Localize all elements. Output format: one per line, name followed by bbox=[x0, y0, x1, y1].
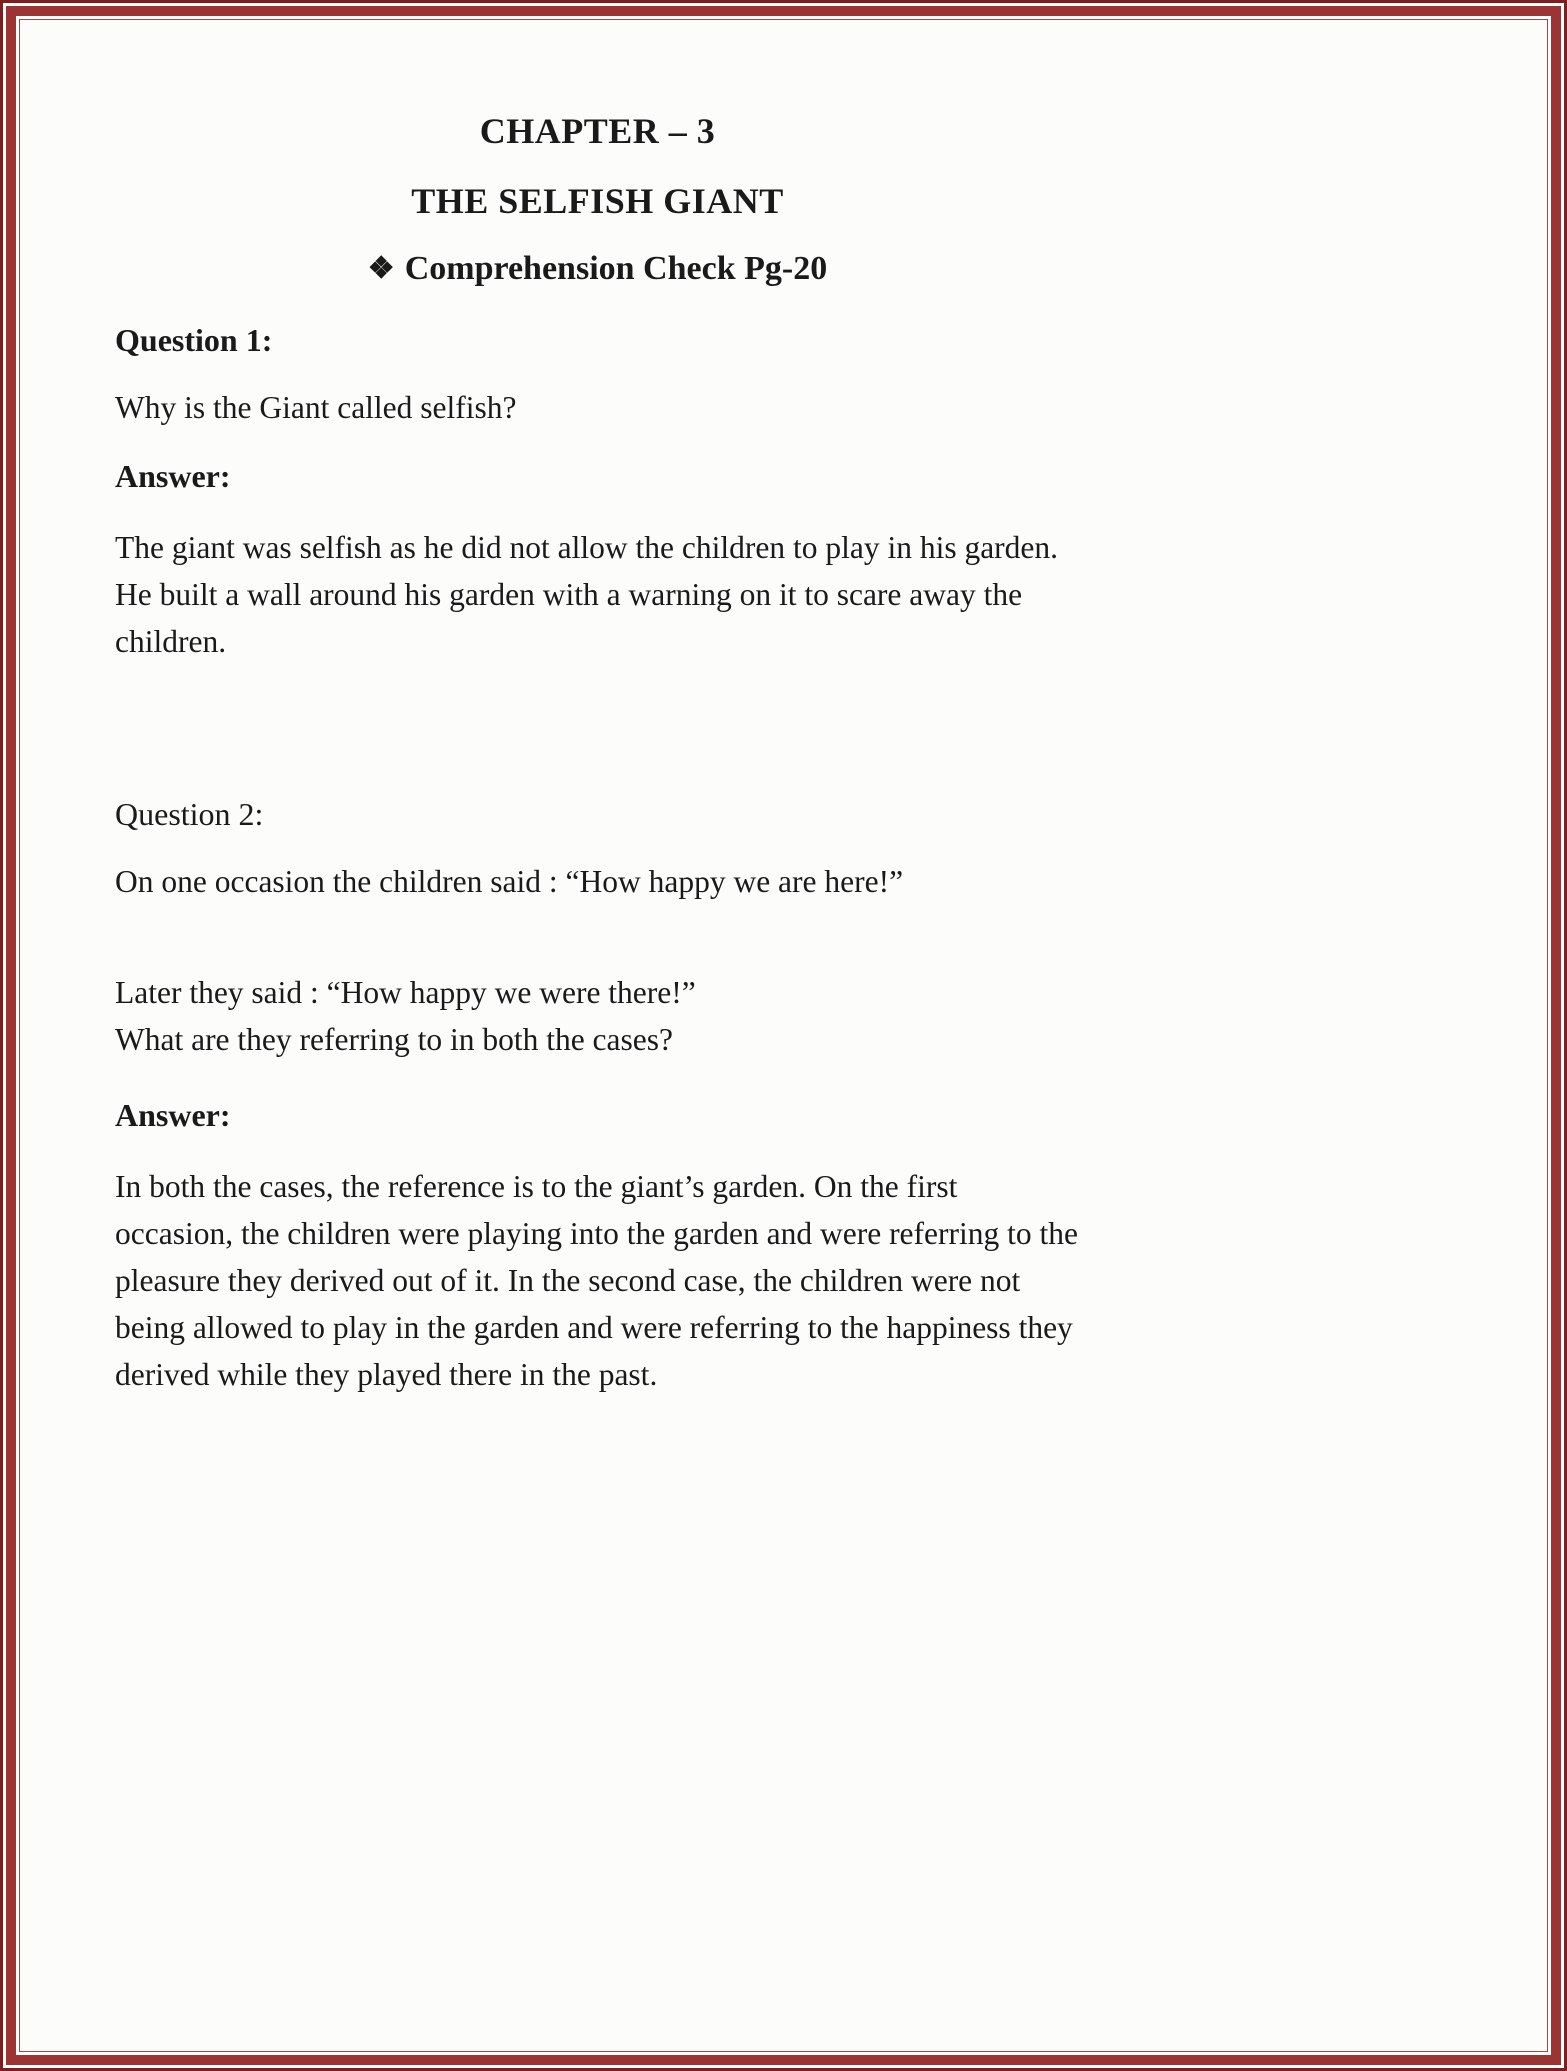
question2-line3: What are they referring to in both the cases? bbox=[115, 1021, 674, 1057]
section-heading-text: Comprehension Check Pg-20 bbox=[404, 250, 828, 287]
question2-line1: On one occasion the children said : “How happy we are here!” bbox=[115, 863, 904, 899]
page-inner-frame bbox=[19, 19, 1548, 2052]
question1-text: Why is the Giant called selfish? bbox=[115, 390, 517, 425]
question2-answer-label: Answer: bbox=[115, 1097, 231, 1134]
question2-line2: Later they said : “How happy we were there!” bbox=[115, 974, 696, 1010]
diamond-icon: ❖ bbox=[367, 252, 395, 285]
question2-answer-text: In both the cases, the reference is to the giant’s garden. On the first occasion, the children were playing into the garden and were referring to the pleasure they derived out of it. In the second case, the children were not being allowed to play in the garden and were referring to the happiness they derived while they played there in the past. bbox=[115, 1169, 1078, 1393]
question2-label: Question 2: bbox=[115, 795, 264, 832]
chapter-title: THE SELFISH GIANT bbox=[411, 181, 784, 221]
page-content bbox=[115, 20, 1080, 1399]
question1-answer-text: The giant was selfish as he did not allow the children to play in his garden. He built a wall around his garden with a warning on it to scare away the children. bbox=[115, 529, 1059, 659]
page-border-frame bbox=[6, 6, 1561, 2065]
chapter-heading: CHAPTER – 3 bbox=[479, 111, 716, 151]
spacer bbox=[115, 906, 1080, 970]
question1-label: Question 1: bbox=[115, 322, 273, 358]
spacer bbox=[115, 1063, 1080, 1097]
section-heading bbox=[115, 250, 1080, 288]
spacer bbox=[115, 692, 1080, 796]
question1-answer-label: Answer: bbox=[115, 457, 231, 494]
